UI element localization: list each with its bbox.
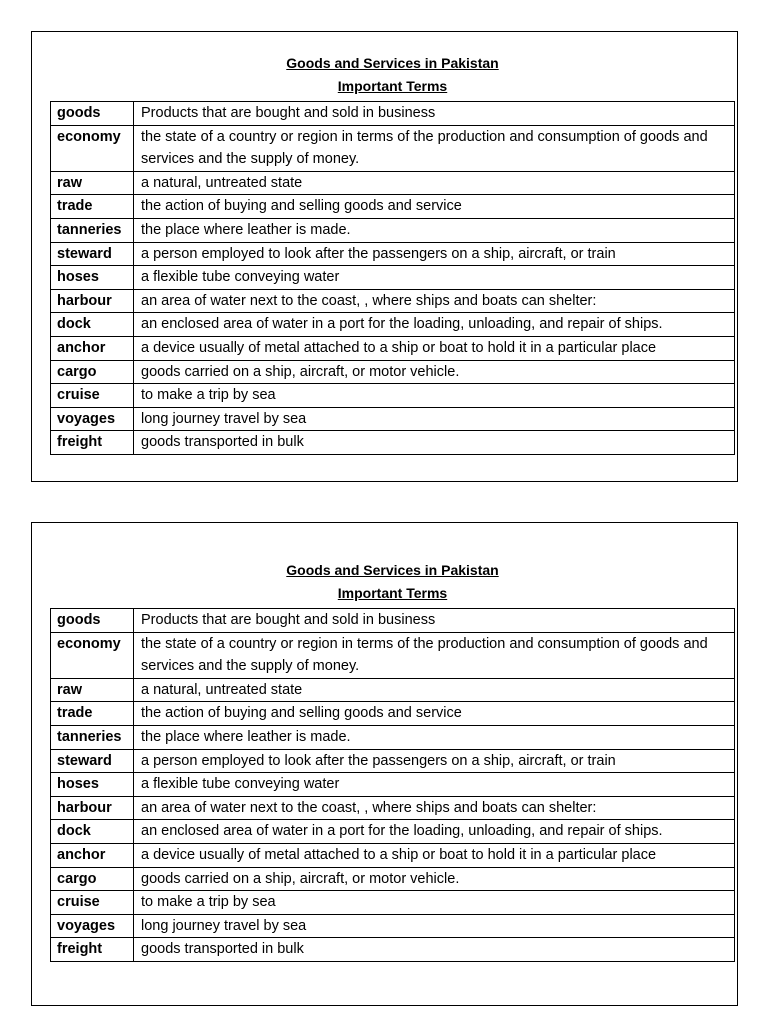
table-row [51, 313, 735, 337]
table-row [51, 218, 735, 242]
term-cell: tanneries [51, 725, 134, 749]
definition-cell: the state of a country or region in terms of the production and consumption of goods and services and the supply of money. [134, 632, 735, 678]
term-cell: raw [51, 171, 134, 195]
terms-table [50, 101, 735, 455]
terms-table [50, 608, 735, 962]
definition-cell: an area of water next to the coast, , where ships and boats can shelter: [134, 289, 735, 313]
term-cell: tanneries [51, 218, 134, 242]
term-cell: anchor [51, 336, 134, 360]
table-row [51, 102, 735, 126]
table-row [51, 632, 735, 678]
term-cell: anchor [51, 843, 134, 867]
term-cell: harbour [51, 796, 134, 820]
definition-cell: a flexible tube conveying water [134, 773, 735, 797]
table-row [51, 431, 735, 455]
worksheet-subtitle: Important Terms [337, 78, 448, 94]
definition-cell: goods transported in bulk [134, 431, 735, 455]
table-row [51, 336, 735, 360]
term-cell: dock [51, 313, 134, 337]
term-cell: freight [51, 938, 134, 962]
definition-cell: long journey travel by sea [134, 407, 735, 431]
definition-cell: long journey travel by sea [134, 914, 735, 938]
table-row [51, 289, 735, 313]
table-row [51, 843, 735, 867]
definition-cell: an enclosed area of water in a port for the loading, unloading, and repair of ships. [134, 313, 735, 337]
term-cell: steward [51, 749, 134, 773]
term-cell: hoses [51, 266, 134, 290]
definition-cell: the place where leather is made. [134, 218, 735, 242]
definition-cell: a person employed to look after the passengers on a ship, aircraft, or train [134, 242, 735, 266]
definition-cell: a device usually of metal attached to a ship or boat to hold it in a particular place [134, 843, 735, 867]
definition-cell: goods transported in bulk [134, 938, 735, 962]
definition-cell: to make a trip by sea [134, 891, 735, 915]
term-cell: goods [51, 102, 134, 126]
table-row [51, 891, 735, 915]
table-row [51, 171, 735, 195]
definition-cell: the action of buying and selling goods and service [134, 195, 735, 219]
cut-line-top [31, 481, 738, 482]
term-cell: trade [51, 702, 134, 726]
definition-cell: a device usually of metal attached to a ship or boat to hold it in a particular place [134, 336, 735, 360]
term-cell: cargo [51, 360, 134, 384]
definition-cell: goods carried on a ship, aircraft, or motor vehicle. [134, 867, 735, 891]
table-row [51, 195, 735, 219]
table-row [51, 749, 735, 773]
term-cell: goods [51, 609, 134, 633]
term-cell: dock [51, 820, 134, 844]
definition-cell: a flexible tube conveying water [134, 266, 735, 290]
table-row [51, 609, 735, 633]
term-cell: cruise [51, 891, 134, 915]
table-row [51, 914, 735, 938]
definition-cell: Products that are bought and sold in business [134, 102, 735, 126]
term-cell: economy [51, 125, 134, 171]
table-row [51, 360, 735, 384]
table-row [51, 678, 735, 702]
table-row [51, 773, 735, 797]
term-cell: cargo [51, 867, 134, 891]
term-cell: harbour [51, 289, 134, 313]
definition-cell: a natural, untreated state [134, 678, 735, 702]
table-row [51, 242, 735, 266]
definition-cell: a natural, untreated state [134, 171, 735, 195]
definition-cell: a person employed to look after the passengers on a ship, aircraft, or train [134, 749, 735, 773]
definition-cell: the place where leather is made. [134, 725, 735, 749]
term-cell: raw [51, 678, 134, 702]
table-row [51, 407, 735, 431]
term-cell: voyages [51, 407, 134, 431]
term-cell: steward [51, 242, 134, 266]
worksheet-title: Goods and Services in Pakistan [286, 562, 499, 578]
definition-cell: to make a trip by sea [134, 384, 735, 408]
table-row [51, 702, 735, 726]
definition-cell: Products that are bought and sold in business [134, 609, 735, 633]
table-row [51, 125, 735, 171]
definition-cell: an enclosed area of water in a port for the loading, unloading, and repair of ships. [134, 820, 735, 844]
definition-cell: an area of water next to the coast, , where ships and boats can shelter: [134, 796, 735, 820]
table-row [51, 796, 735, 820]
term-cell: hoses [51, 773, 134, 797]
table-row [51, 266, 735, 290]
table-row [51, 938, 735, 962]
term-cell: freight [51, 431, 134, 455]
definition-cell: the state of a country or region in terms of the production and consumption of goods and services and the supply of money. [134, 125, 735, 171]
worksheet-bottom [50, 560, 735, 962]
definition-cell: goods carried on a ship, aircraft, or motor vehicle. [134, 360, 735, 384]
term-cell: cruise [51, 384, 134, 408]
table-row [51, 867, 735, 891]
worksheet-title: Goods and Services in Pakistan [286, 55, 499, 71]
worksheet-top [50, 53, 735, 455]
term-cell: voyages [51, 914, 134, 938]
table-row [51, 820, 735, 844]
term-cell: economy [51, 632, 134, 678]
table-row [51, 384, 735, 408]
term-cell: trade [51, 195, 134, 219]
table-row [51, 725, 735, 749]
definition-cell: the action of buying and selling goods and service [134, 702, 735, 726]
worksheet-subtitle: Important Terms [337, 585, 448, 601]
